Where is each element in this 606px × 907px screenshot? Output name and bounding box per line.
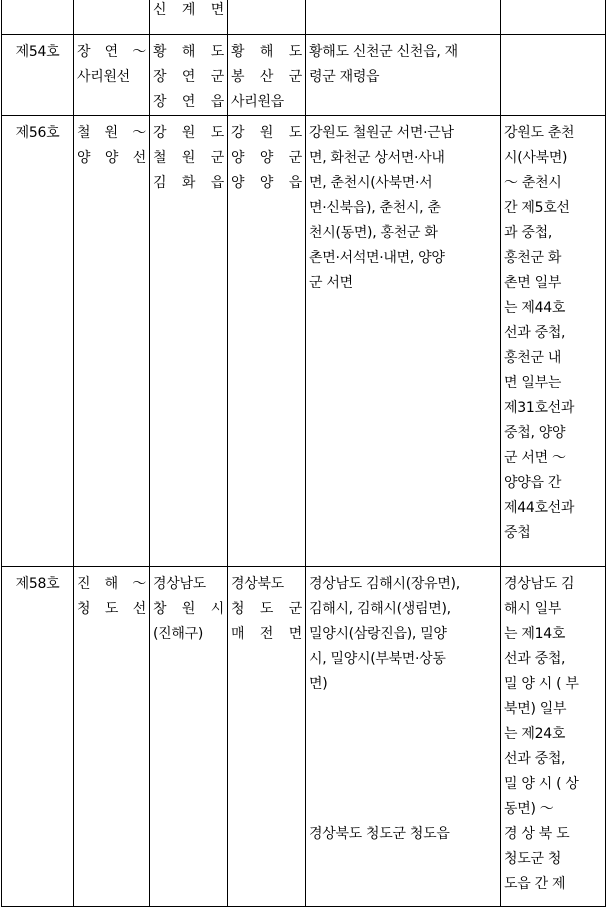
end-point-cell	[228, 567, 306, 907]
remarks-line: 군 서면 ～	[504, 450, 566, 466]
route-name-line: 장 연 ～	[77, 44, 146, 60]
route-number-cell: 제54호	[2, 35, 74, 116]
start-point-line: 강 원 도	[153, 125, 224, 141]
remarks-line: 선과 중첩,	[504, 751, 566, 767]
start-point-line: 장 연 읍	[153, 94, 224, 110]
remarks-cell	[501, 116, 606, 567]
via-points-cell	[306, 567, 501, 907]
start-point-line: 장 연 군	[153, 69, 224, 85]
via-points-line: 경상북도 청도군 청도읍	[309, 826, 450, 842]
remarks-line: 간 제5호선	[504, 200, 570, 216]
via-points-line: 군 서면	[309, 275, 353, 291]
start-point-cell	[150, 116, 228, 567]
route-name-line: 사리원선	[77, 69, 130, 85]
route-name-line: 청 도 선	[77, 601, 146, 617]
via-points-line: 강원도 철원군 서면·근남	[309, 125, 454, 141]
route-name-cell	[74, 35, 150, 116]
start-point-cell	[150, 35, 228, 116]
remarks-line: 경상남도 김	[504, 576, 575, 592]
remarks-cell	[501, 35, 606, 116]
route-number-cell: 제58호	[2, 567, 74, 907]
via-points-line: 면, 화천군 상서면·사내	[309, 150, 445, 166]
route-name-line: 철 원 ～	[77, 125, 146, 141]
end-point-line: 경상북도	[231, 576, 284, 592]
via-points-line: 면)	[309, 676, 328, 692]
remarks-line: 홍천군 화	[504, 250, 562, 266]
route-name-cell	[74, 0, 150, 35]
remarks-line: ～ 춘천시	[504, 175, 562, 191]
start-point-line: 김 화 읍	[153, 175, 224, 191]
remarks-line: 북면) 일부	[504, 701, 567, 717]
start-point-line: (진해구)	[153, 626, 203, 642]
via-points-line: 면, 춘천시(사북면·서	[309, 175, 433, 191]
via-points-line: 천시(동면), 홍천군 화	[309, 225, 438, 241]
start-point-line: 창 원 시	[153, 601, 224, 617]
remarks-line: 청도군 청	[504, 851, 562, 867]
via-points-cell	[306, 116, 501, 567]
start-point-line: 신 계 면	[153, 2, 224, 18]
remarks-line: 선과 중첩,	[504, 651, 566, 667]
remarks-line: 면 일부는	[504, 375, 562, 391]
remarks-line: 밀 양 시 ( 상	[504, 776, 579, 792]
via-points-line: 경상남도 김해시(장유면),	[309, 576, 460, 592]
remarks-line: 는 제44호	[504, 300, 566, 316]
end-point-cell	[228, 116, 306, 567]
via-points-line: 황해도 신천군 신천읍, 재	[309, 44, 458, 60]
remarks-line: 밀 양 시 ( 부	[504, 676, 579, 692]
via-points-line: 김해시, 김해시(생림면),	[309, 601, 451, 617]
via-points-line: 촌면·서석면·내면, 양양	[309, 250, 445, 266]
via-points-cell	[306, 35, 501, 116]
via-points-line: 면·신북읍), 춘천시, 춘	[309, 200, 441, 216]
table-row	[2, 35, 606, 116]
start-point-line: 경상남도	[153, 576, 206, 592]
via-points-line: 시, 밀양시(부북면·상동	[309, 651, 446, 667]
remarks-line: 는 제14호	[504, 626, 566, 642]
via-points-line: 령군 재령읍	[309, 69, 380, 85]
end-point-line: 사리원읍	[231, 94, 284, 110]
remarks-line: 시(사북면)	[504, 150, 568, 166]
end-point-line: 강 원 도	[231, 125, 302, 141]
remarks-line: 는 제24호	[504, 726, 566, 742]
remarks-line: 과 중첩,	[504, 225, 552, 241]
remarks-line: 중첩	[504, 525, 531, 541]
remarks-line: 제31호선과	[504, 400, 575, 416]
end-point-line: 양 양 군	[231, 150, 302, 166]
table-row	[2, 567, 606, 907]
start-point-line: 철 원 군	[153, 150, 224, 166]
end-point-line: 청 도 군	[231, 601, 302, 617]
end-point-cell	[228, 35, 306, 116]
route-number-cell: 제56호	[2, 116, 74, 567]
table-row	[2, 116, 606, 567]
end-point-line: 양 양 읍	[231, 175, 302, 191]
remarks-line: 동면) ～	[504, 801, 554, 817]
remarks-line: 강원도 춘천	[504, 125, 575, 141]
start-point-cell	[150, 567, 228, 907]
route-name-cell	[74, 567, 150, 907]
route-number-cell	[2, 0, 74, 35]
remarks-line: 해시 일부	[504, 601, 562, 617]
remarks-cell	[501, 567, 606, 907]
via-points-cell	[306, 0, 501, 35]
remarks-line: 촌면 일부	[504, 275, 562, 291]
remarks-line: 경 상 북 도	[504, 826, 570, 842]
end-point-line: 매 전 면	[231, 626, 302, 642]
start-point-line: 황 해 도	[153, 44, 224, 60]
end-point-line: 봉 산 군	[231, 69, 302, 85]
route-table	[1, 0, 606, 907]
remarks-line: 중첩, 양양	[504, 425, 566, 441]
end-point-cell	[228, 0, 306, 35]
remarks-line: 선과 중첩,	[504, 325, 566, 341]
remarks-line: 홍천군 내	[504, 350, 562, 366]
remarks-cell	[501, 0, 606, 35]
via-points-line: 밀양시(삼랑진읍), 밀양	[309, 626, 447, 642]
route-name-line: 진 해 ～	[77, 576, 146, 592]
remarks-line: 도읍 간 제	[504, 876, 566, 892]
table-row	[2, 0, 606, 35]
remarks-line: 제44호선과	[504, 500, 575, 516]
remarks-line: 양양읍 간	[504, 475, 562, 491]
start-point-cell	[150, 0, 228, 35]
route-name-cell	[74, 116, 150, 567]
end-point-line: 황 해 도	[231, 44, 302, 60]
route-name-line: 양 양 선	[77, 150, 146, 166]
